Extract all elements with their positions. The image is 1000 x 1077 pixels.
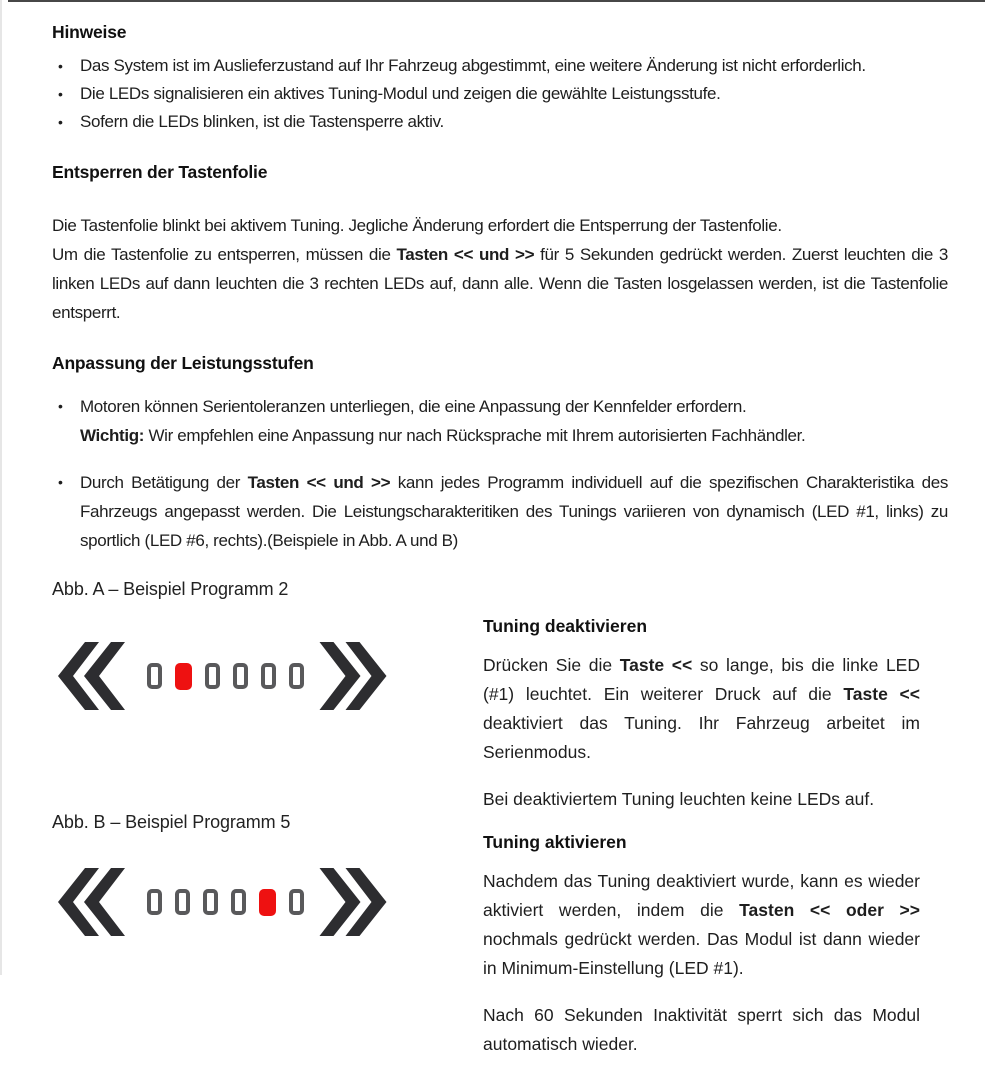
text-segment: Wir empfehlen eine Anpassung nur nach Rücksprache mit Ihrem autorisierten Fachhändler. bbox=[144, 426, 806, 445]
hinweise-bullet-list bbox=[52, 52, 948, 136]
hinweise-bullet-3 bbox=[52, 108, 948, 136]
text-segment: kann jedes Programm individuell auf die spezifischen Charakteristika des Fahrzeugs angepasst werden. Die Leistungscharakteritiken des Tunings variieren von dynamisch (LED #1, links) zu sportlich (LED #6, rechts).(Beispiele in Abb. A und B) bbox=[80, 473, 948, 550]
hinweise-bullet-1 bbox=[52, 52, 948, 80]
document-page bbox=[52, 22, 948, 1054]
tuning-aktivieren-title: Tuning aktivieren bbox=[483, 832, 627, 852]
led-6-off bbox=[289, 663, 304, 689]
led-2-off bbox=[175, 889, 190, 915]
led-row-figure-a bbox=[147, 663, 304, 690]
anpassung-bullet-2 bbox=[52, 468, 948, 555]
led-1-off bbox=[147, 889, 162, 915]
double-chevron-right-icon bbox=[318, 642, 388, 710]
bold-text-segment: Tasten << und >> bbox=[396, 245, 535, 264]
text-segment: Durch Betätigung der bbox=[80, 473, 248, 492]
double-chevron-left-icon bbox=[58, 642, 125, 710]
text-segment: Drücken Sie die bbox=[483, 655, 620, 675]
led-4-off bbox=[231, 889, 246, 915]
tuning-deaktivieren-note: Bei deaktiviertem Tuning leuchten keine LEDs auf. bbox=[483, 789, 875, 809]
bullet-text bbox=[80, 473, 948, 550]
bold-text-segment: Tasten << und >> bbox=[247, 473, 391, 492]
bullet-text-line1: • Motoren können Serientoleranzen unterliegen, die eine Anpassung der Kennfelder erfordern. bbox=[80, 397, 747, 416]
led-4-off bbox=[233, 663, 248, 689]
text-segment: für 5 Sekunden gedrückt werden. Zuerst leuchten die 3 linken LEDs auf dann leuchten die 3 rechten LEDs auf, dann alle. Wenn die Tasten losgelassen werden, ist die Tastenfolie entsperrt. bbox=[52, 245, 948, 322]
figure-a-led-display bbox=[58, 642, 388, 710]
figure-a-caption: Abb. A – Beispiel Programm 2 bbox=[52, 579, 289, 599]
text-segment: Um die Tastenfolie zu entsperren, müssen die bbox=[52, 245, 397, 264]
double-chevron-left-icon bbox=[58, 868, 125, 936]
text-segment: nochmals gedrückt werden. Das Modul ist dann wieder in Minimum-Einstellung (LED #1). bbox=[483, 929, 920, 978]
led-row-figure-b bbox=[147, 889, 304, 916]
led-3-off bbox=[203, 889, 218, 915]
bold-text-segment: Taste << bbox=[843, 684, 920, 704]
double-chevron-right-icon bbox=[318, 868, 388, 936]
bold-text-segment: Wichtig: bbox=[80, 426, 145, 445]
two-column-area bbox=[52, 612, 948, 1054]
scan-artifact-left-edge bbox=[0, 0, 2, 975]
section-title-hinweise: Hinweise bbox=[52, 22, 127, 42]
entsperren-paragraph-line1: Die Tastenfolie blinkt bei aktivem Tuning. Jegliche Änderung erfordert die Entsperrung der Tastenfolie. bbox=[52, 216, 782, 235]
tuning-deaktivieren-title: Tuning deaktivieren bbox=[483, 616, 648, 636]
led-2-active bbox=[175, 663, 192, 690]
tuning-aktivieren-paragraph bbox=[483, 867, 920, 983]
figure-b-led-display bbox=[58, 868, 388, 936]
anpassung-bullet-1 bbox=[52, 392, 948, 450]
tuning-aktivieren-note: Nach 60 Sekunden Inaktivität sperrt sich das Modul automatisch wieder. bbox=[483, 1005, 920, 1054]
bullet-text: Sofern die LEDs blinken, ist die Tastensperre aktiv. bbox=[80, 112, 444, 131]
hinweise-bullet-2 bbox=[52, 80, 948, 108]
figure-b-caption: Abb. B – Beispiel Programm 5 bbox=[52, 812, 291, 832]
bullet-text-line2 bbox=[80, 421, 948, 450]
bold-text-segment: Tasten << oder >> bbox=[739, 900, 920, 920]
right-text-column bbox=[483, 616, 920, 1077]
led-6-off bbox=[289, 889, 304, 915]
led-1-off bbox=[147, 663, 162, 689]
section-title-entsperren: Entsperren der Tastenfolie bbox=[52, 162, 268, 182]
led-3-off bbox=[205, 663, 220, 689]
bullet-text: Das System ist im Auslieferzustand auf Ihr Fahrzeug abgestimmt, eine weitere Änderung ist nicht erforderlich. bbox=[80, 56, 866, 75]
tuning-deaktivieren-paragraph bbox=[483, 651, 920, 767]
bold-text-segment: Taste << bbox=[619, 655, 693, 675]
entsperren-paragraph bbox=[52, 240, 948, 327]
text-segment: so lange, bis die linke LED (#1) leuchtet. Ein weiterer Druck auf die bbox=[483, 655, 920, 704]
text-segment: deaktiviert das Tuning. Ihr Fahrzeug arbeitet im Serienmodus. bbox=[483, 713, 920, 762]
led-5-off bbox=[261, 663, 276, 689]
text-segment: Nachdem das Tuning deaktiviert wurde, kann es wieder aktiviert werden, indem die bbox=[483, 871, 920, 920]
led-5-active bbox=[259, 889, 276, 916]
bullet-text: Die LEDs signalisieren ein aktives Tuning-Modul und zeigen die gewählte Leistungsstufe. bbox=[80, 84, 721, 103]
scan-artifact-top-line bbox=[8, 0, 985, 2]
section-title-anpassung: Anpassung der Leistungsstufen bbox=[52, 353, 314, 373]
anpassung-bullet-list bbox=[52, 392, 948, 555]
